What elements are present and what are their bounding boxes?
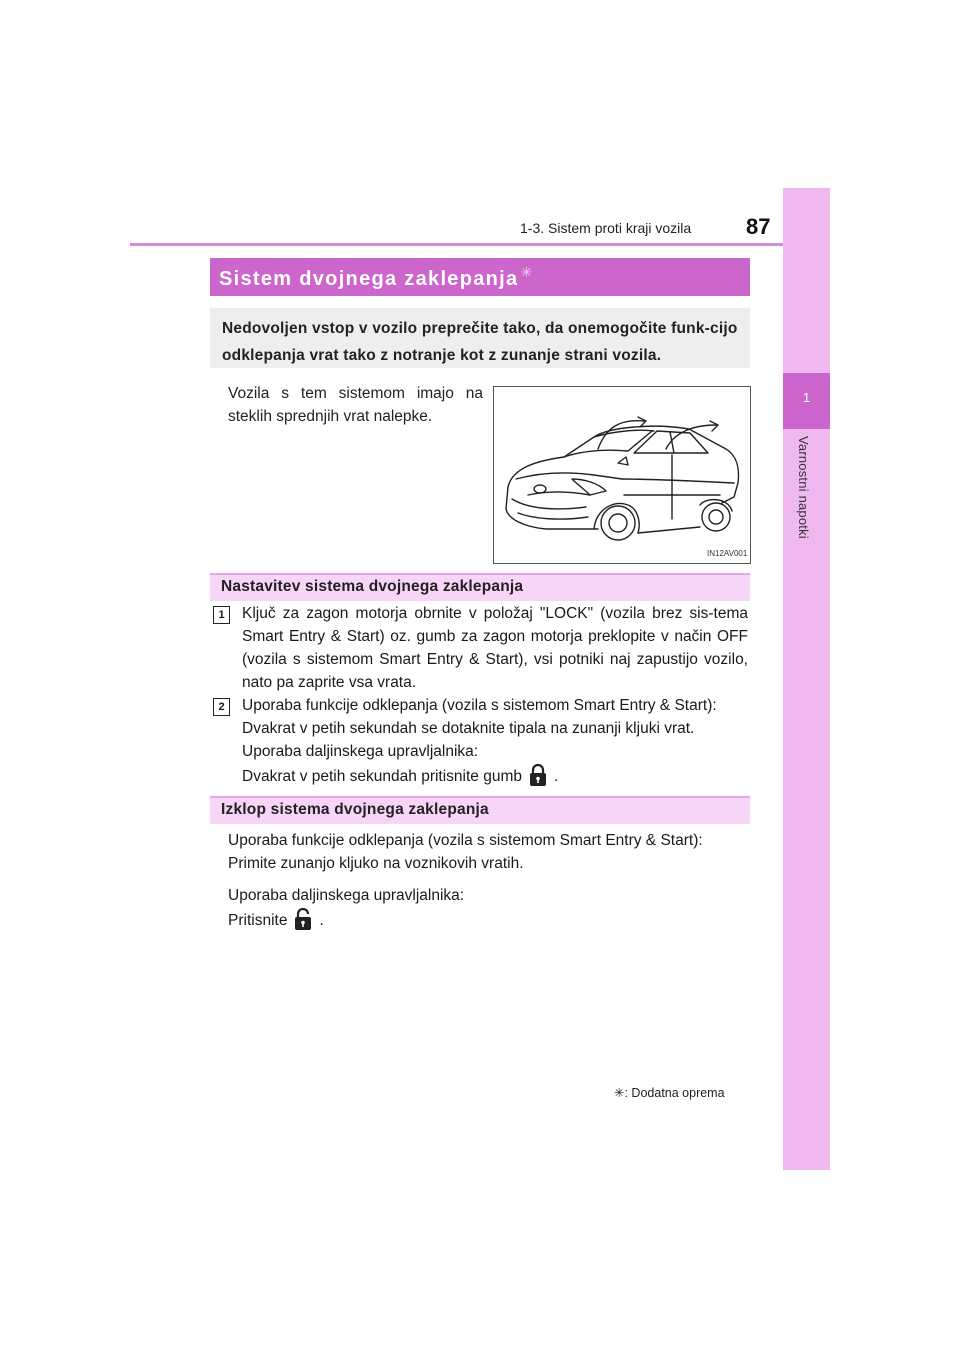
footnote-text: : Dodatna oprema — [624, 1086, 725, 1100]
cancel-line-4: Pritisnite . — [228, 907, 758, 938]
cancel-line-3: Uporaba daljinskega upravljalnika: — [228, 887, 465, 904]
step-2-line-1: Uporaba funkcije odklepanja (vozila s sistemom Smart Entry & Start): — [242, 697, 717, 714]
header-section-title: 1-3. Sistem proti kraji vozila — [520, 220, 692, 236]
cancel-heading: Izklop sistema dvojnega zaklepanja — [221, 801, 489, 818]
step-1-text: Ključ za zagon motorja obrnite v položaj "LOCK" (vozila brez sis-tema Smart Entry & Start) oz. gumb za zagon motorja preklopite v način OFF (vozila s sistemom Smart Entry & Start), vsi potniki naj zapustijo vozilo, nato pa zaprite vsa vrata. — [242, 605, 748, 691]
cancel-paragraph-1 — [228, 829, 758, 875]
step-2-line-4: Dvakrat v petih sekundah pritisnite gumb . — [242, 763, 762, 794]
chapter-number: 1 — [802, 390, 811, 405]
optional-equipment-marker: ✳ — [520, 264, 533, 280]
cancel-line-2: Primite zunanjo kljuko na voznikovih vratih. — [228, 855, 524, 872]
cancel-paragraph-2 — [228, 884, 758, 938]
page-number: 87 — [746, 214, 771, 239]
car-drawing — [494, 387, 750, 563]
title-text: Sistem dvojnega zaklepanja — [219, 268, 519, 290]
footnote — [614, 1085, 725, 1100]
figure-code: IN12AV001 — [707, 549, 748, 558]
lock-icon — [528, 763, 548, 794]
header-rule — [130, 243, 830, 246]
intro-body-text: Vozila s tem sistemom imajo na steklih sprednjih vrat nalepke. — [228, 385, 483, 425]
step-2-line-3: Uporaba daljinskega upravljalnika: — [242, 743, 479, 760]
cancel-line-1: Uporaba funkcije odklepanja (vozila s sistemom Smart Entry & Start): — [228, 832, 703, 849]
page-title — [219, 264, 532, 291]
chapter-label: Varnostni napotki — [796, 436, 811, 539]
car-illustration — [493, 386, 751, 564]
step-number-1: 1 — [213, 606, 230, 624]
footnote-marker: ✳ — [614, 1086, 625, 1100]
step-2-text — [242, 694, 762, 794]
setup-heading: Nastavitev sistema dvojnega zaklepanja — [221, 578, 524, 595]
step-number-2: 2 — [213, 698, 230, 716]
intro-text: Nedovoljen vstop v vozilo preprečite tako, da onemogočite funk-cijo odklepanja vrat tako z notranje kot z zunanje strani vozila. — [222, 320, 738, 364]
step-2-line-2: Dvakrat v petih sekundah se dotaknite tipala na zunanji kljuki vrat. — [242, 720, 695, 737]
unlock-icon — [293, 907, 313, 938]
chapter-side-tab — [783, 188, 830, 1170]
